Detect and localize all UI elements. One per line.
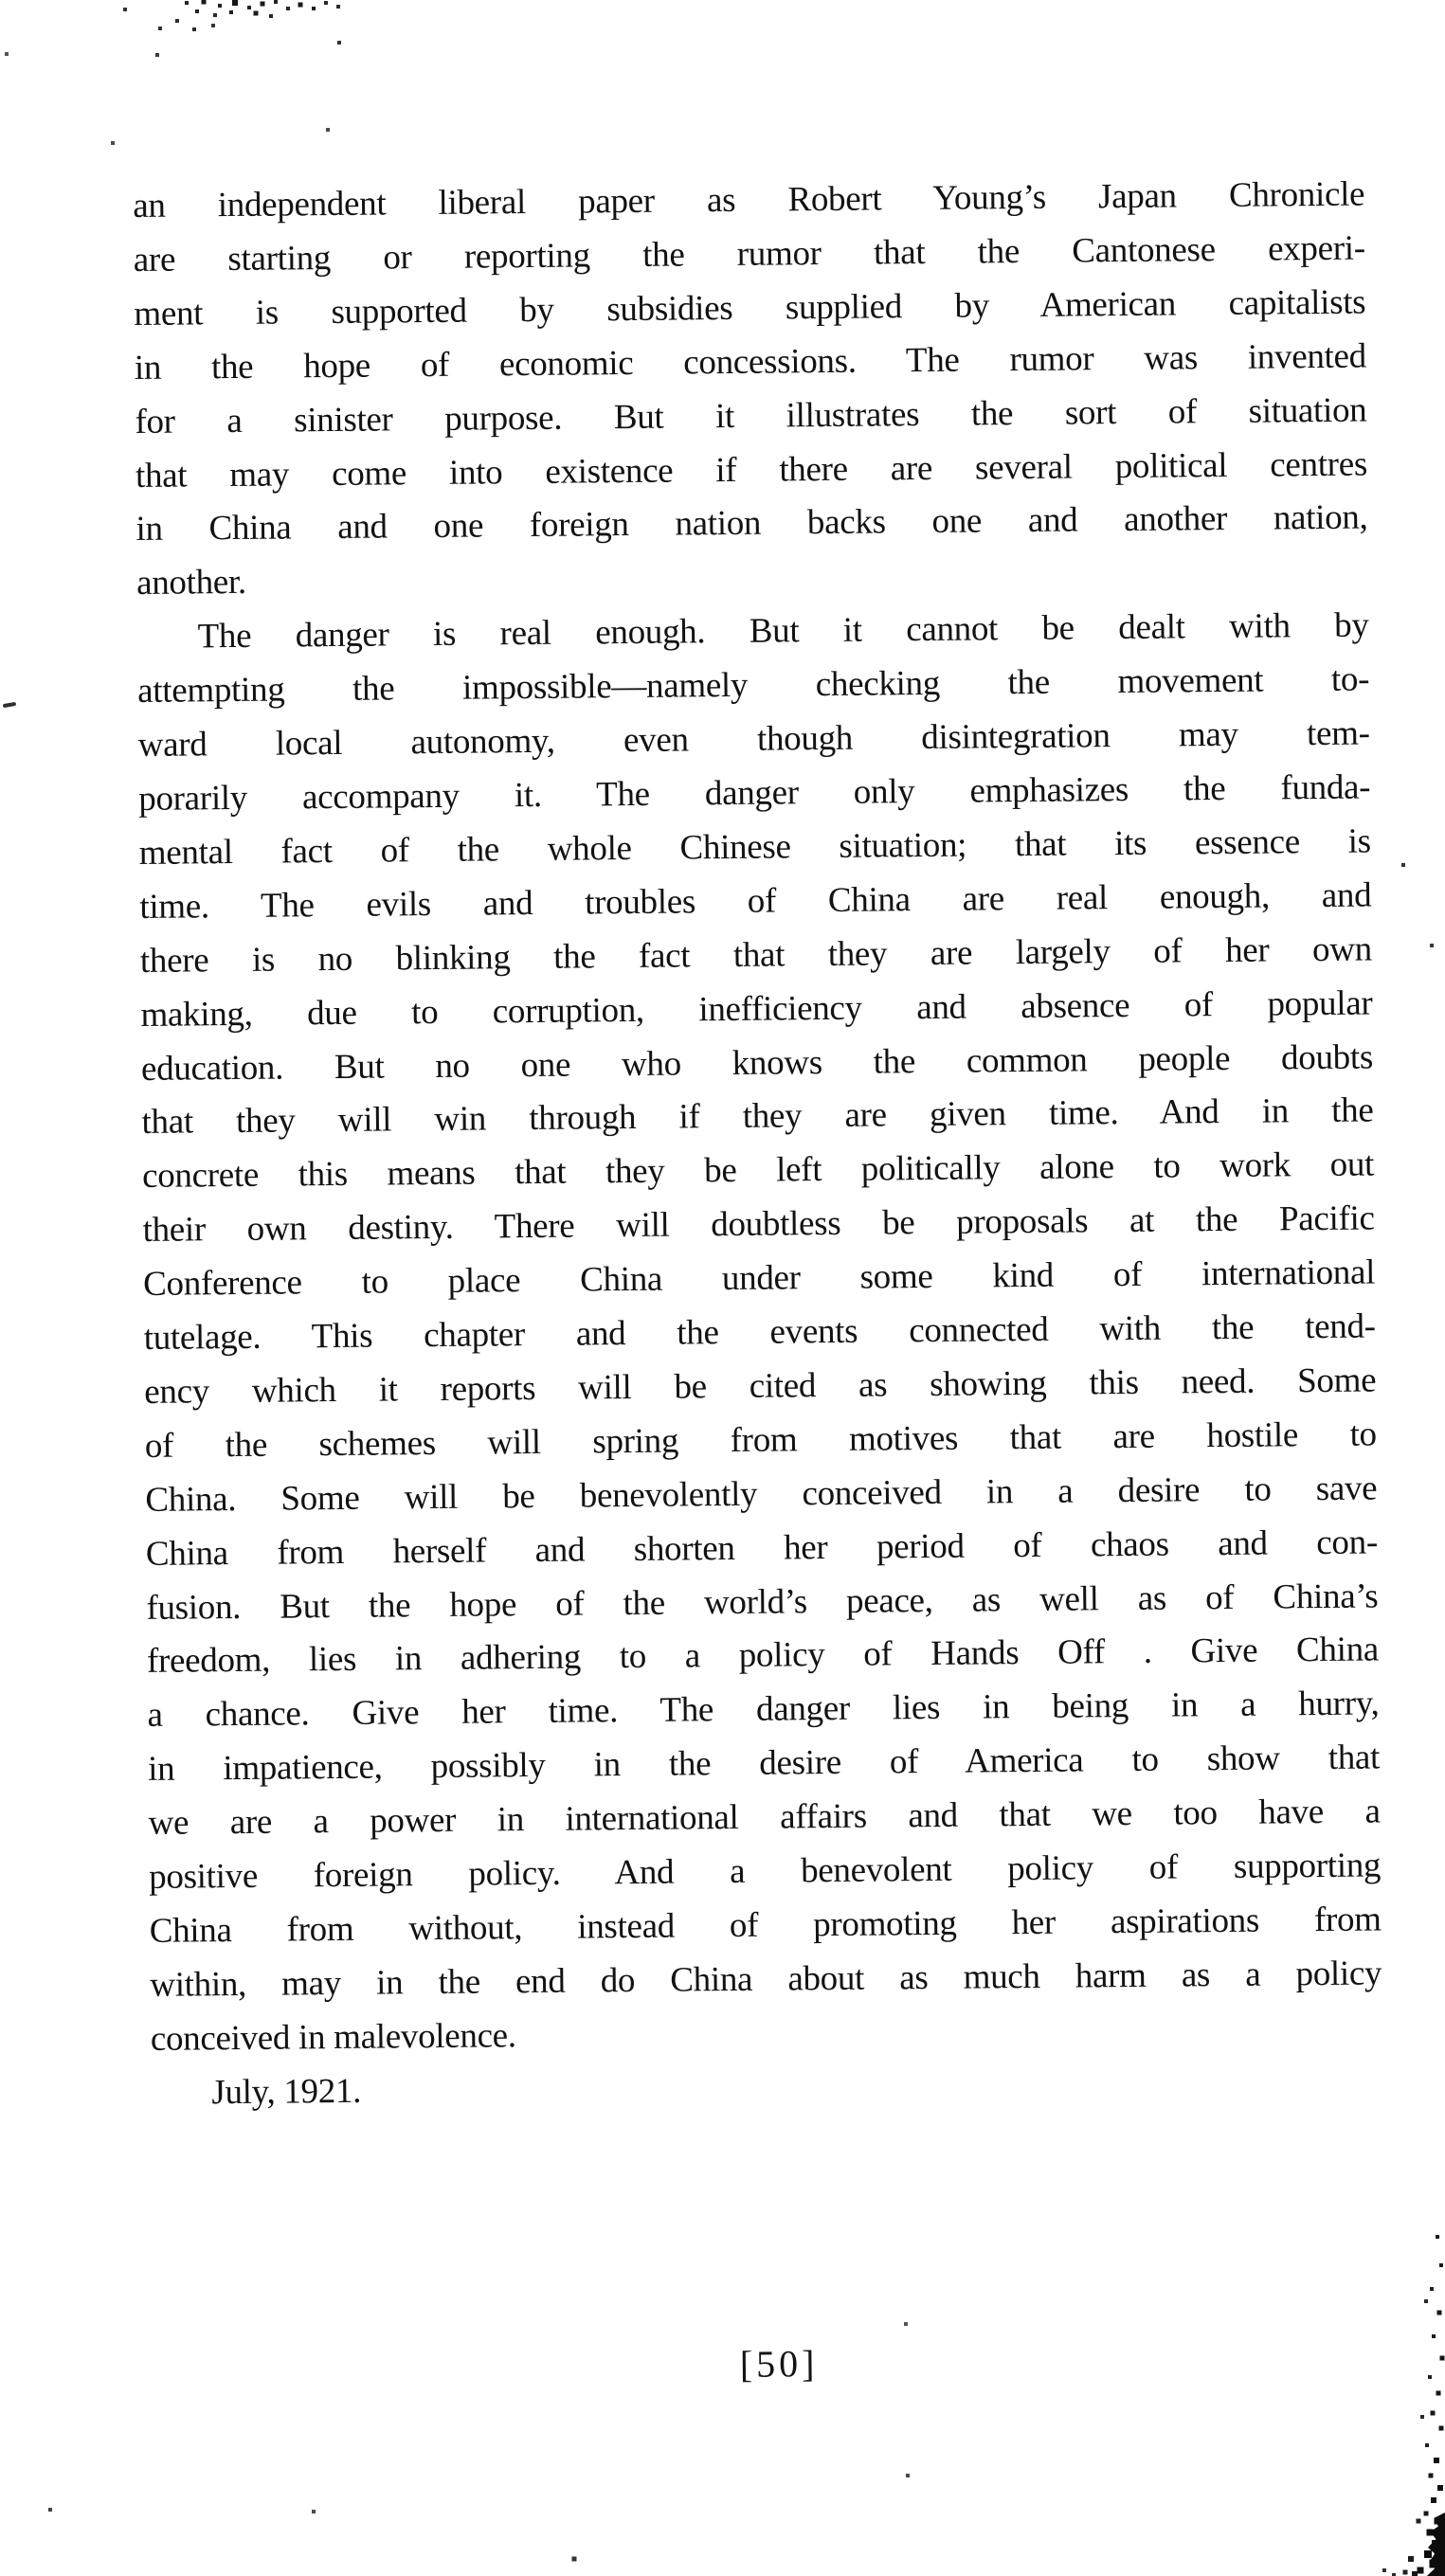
text-line: that may come into existence if there are several political centres: [135, 444, 1368, 495]
text-line: freedom, lies in adhering to a policy of Hands Off . Give China: [146, 1630, 1380, 1682]
text-line: China from herself and shorten her period of chaos and con-: [145, 1522, 1379, 1574]
text-line: there is no blinking the fact that they are largely of her own: [139, 929, 1373, 981]
margin-mark: [3, 702, 16, 708]
text-line: China. Some will be benevolently conceived in a desire to save: [145, 1468, 1378, 1520]
text-line: concrete this means that they be left politically alone to work out: [141, 1144, 1375, 1197]
text-line: that they will win through if they are given time. And in the: [141, 1090, 1374, 1143]
text-line: are starting or reporting the rumor that the Cantonese experi-: [133, 228, 1365, 279]
text-line: porarily accompany it. The danger only emphasizes the funda-: [138, 767, 1371, 819]
text-line: China from without, instead of promoting her aspirations from: [149, 1900, 1382, 1951]
printed-area: [133, 169, 1386, 2473]
text-line: The danger is real enough. But it cannot be dealt with by: [197, 605, 1369, 657]
text-line: attempting the impossible—namely checking the movement to-: [136, 659, 1370, 712]
body-text: [133, 169, 1383, 2121]
text-line: a chance. Give her time. The danger lies in being in a hurry,: [147, 1684, 1380, 1736]
text-line: for a sinister purpose. But it illustrates the sort of situation: [135, 390, 1367, 441]
text-line: another.: [135, 563, 247, 603]
text-line: ment is supported by subsidies supplied by American capitalists: [134, 282, 1366, 333]
text-line: tutelage. This chapter and the events connected with the tend-: [143, 1306, 1376, 1358]
text-line: July, 1921.: [211, 2071, 362, 2113]
text-line: in impatience, possibly in the desire of America to show that: [147, 1738, 1381, 1790]
page-number: [50]: [739, 2342, 819, 2386]
text-line: making, due to corruption, inefficiency and absence of popular: [140, 983, 1373, 1035]
text-line: we are a power in international affairs and that we too have a: [148, 1792, 1381, 1844]
text-line: positive foreign policy. And a benevolent policy of supporting: [149, 1846, 1382, 1898]
text-line: in China and one foreign nation backs one and another nation,: [135, 497, 1368, 549]
scan-noise-corner: [1422, 2513, 1445, 2576]
text-line: conceived in malevolence.: [150, 2016, 516, 2059]
scan-noise-right-edge: [0, 0, 2, 2]
text-line: of the schemes will spring from motives that are hostile to: [144, 1414, 1377, 1466]
text-line: Conference to place China under some kind of international: [142, 1252, 1376, 1305]
text-line: ency which it reports will be cited as showing this need. Some: [144, 1360, 1377, 1412]
text-line: time. The evils and troubles of China are real enough, and: [139, 875, 1372, 927]
text-line: an independent liberal paper as Robert Young’s Japan Chronicle: [133, 174, 1365, 225]
text-line: fusion. But the hope of the world’s peace, as well as of China’s: [146, 1576, 1379, 1628]
text-line: mental fact of the whole Chinese situation; that its essence is: [138, 821, 1371, 873]
text-line: their own destiny. There will doubtless be proposals at the Pacific: [142, 1198, 1375, 1251]
text-line: in the hope of economic concessions. The rumor was invented: [134, 336, 1367, 387]
text-line: within, may in the end do China about as much harm as a policy: [150, 1954, 1382, 2005]
text-line: education. But no one who knows the common people doubts: [140, 1036, 1374, 1089]
text-line: ward local autonomy, even though disintegration may tem-: [137, 713, 1370, 766]
